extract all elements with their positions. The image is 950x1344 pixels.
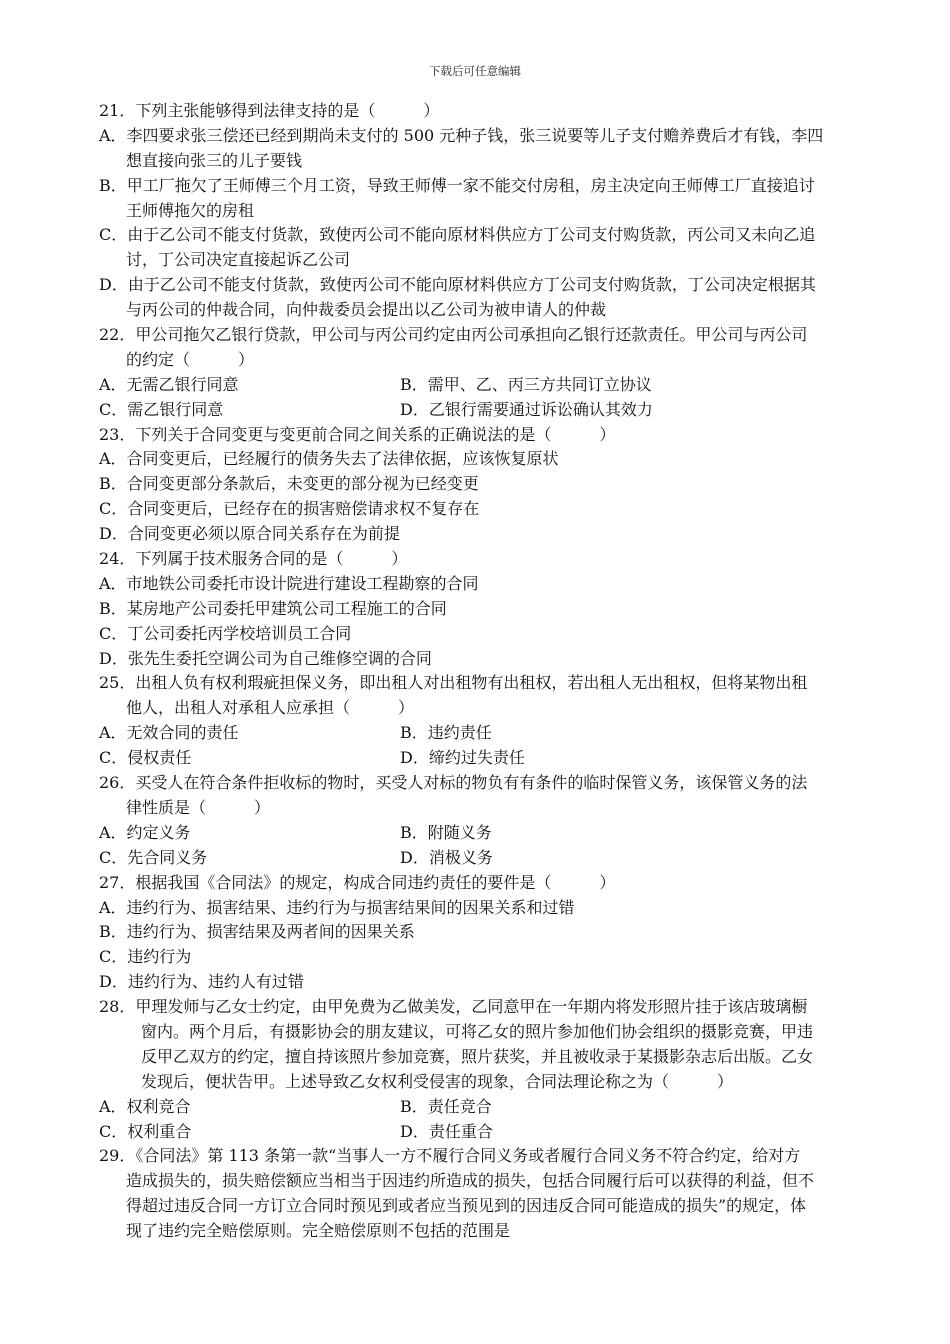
answer-option: C．侵权责任 — [99, 748, 192, 768]
answer-option: D．消极义务 — [400, 847, 493, 867]
answer-option-row — [99, 846, 851, 871]
question-stem-line: 律性质是（ ） — [126, 797, 271, 817]
question-stem-line: 27．根据我国《合同法》的规定，构成合同违约责任的要件是（ ） — [99, 872, 616, 892]
answer-option-row — [99, 398, 851, 423]
question-stem-line: 的约定（ ） — [126, 349, 255, 369]
question-block — [99, 671, 851, 771]
answer-option: B．甲工厂拖欠了王师傅三个月工资，导致王师傅一家不能交付房租，房主决定向王师傅工厂直接追讨 — [99, 175, 815, 195]
question-block — [99, 99, 851, 323]
answer-option: 王师傅拖欠的房租 — [126, 200, 255, 220]
answer-option: D．缔约过失责任 — [400, 748, 525, 768]
answer-option: A．约定义务 — [99, 822, 191, 842]
answer-option: C．由于乙公司不能支付货款，致使丙公司不能向原材料供应方丁公司支付购货款，丙公司又未向乙追 — [99, 225, 816, 245]
question-block — [99, 423, 851, 547]
answer-option: A．合同变更后，已经履行的债务失去了法律依据，应该恢复原状 — [99, 449, 559, 469]
answer-option: B．责任竞合 — [400, 1096, 492, 1116]
answer-option: D．违约行为、违约人有过错 — [99, 972, 304, 992]
question-stem-line: 28．甲理发师与乙女士约定，由甲免费为乙做美发，乙同意甲在一年期内将发形照片挂于该店玻璃橱 — [99, 997, 808, 1017]
answer-option: A．李四要求张三偿还已经到期尚未支付的 500 元种子钱，张三说要等儿子支付赡养费后才有钱，李四 — [99, 125, 824, 145]
question-stem-line: 造成损失的，损失赔偿额应当相当于因违约所造成的损失，包括合同履行后可以获得的利益，但不 — [126, 1171, 815, 1191]
question-block — [99, 871, 851, 995]
answer-option: A．无需乙银行同意 — [99, 374, 239, 394]
question-block — [99, 547, 851, 671]
question-block — [99, 995, 851, 1144]
question-stem-line: 23．下列关于合同变更与变更前合同之间关系的正确说法的是（ ） — [99, 424, 616, 444]
question-stem-line: 26．买受人在符合条件拒收标的物时，买受人对标的物负有有条件的临时保管义务，该保管义务的法 — [99, 773, 808, 793]
answer-option: A．权利竞合 — [99, 1096, 191, 1116]
question-stem-line: 反甲乙双方的约定，擅自持该照片参加竞赛，照片获奖，并且被收录于某摄影杂志后出版。乙女 — [141, 1046, 814, 1066]
answer-option: D．乙银行需要通过诉讼确认其效力 — [400, 399, 653, 419]
question-stem-line: 现了违约完全赔偿原则。完全赔偿原则不包括的范围是 — [126, 1221, 511, 1241]
answer-option: B．违约责任 — [400, 723, 492, 743]
question-stem-line: 25．出租人负有权利瑕疵担保义务，即出租人对出租物有出租权，若出租人无出租权，但将某物出租 — [99, 673, 808, 693]
answer-option: 与丙公司的仲裁合同，向仲裁委员会提出以乙公司为被申请人的仲裁 — [126, 300, 607, 320]
answer-option: D．责任重合 — [400, 1121, 493, 1141]
answer-option: 讨，丁公司决定直接起诉乙公司 — [126, 250, 351, 270]
question-list — [99, 99, 851, 1244]
question-block — [99, 771, 851, 871]
answer-option-row — [99, 821, 851, 846]
question-stem-line: 22．甲公司拖欠乙银行贷款，甲公司与丙公司约定由丙公司承担向乙银行还款责任。甲公司与丙公司 — [99, 325, 808, 345]
answer-option: C．先合同义务 — [99, 847, 208, 867]
answer-option: D．张先生委托空调公司为自己维修空调的合同 — [99, 648, 432, 668]
question-stem-line: 29．《合同法》第 113 条第一款“当事人一方不履行合同义务或者履行合同义务不符合约定，给对方 — [99, 1146, 801, 1166]
answer-option: A．违约行为、损害结果、违约行为与损害结果间的因果关系和过错 — [99, 897, 575, 917]
question-block — [99, 1144, 851, 1244]
answer-option-row — [99, 746, 851, 771]
answer-option: B．需甲、乙、丙三方共同订立协议 — [400, 374, 652, 394]
answer-option: A．市地铁公司委托市设计院进行建设工程勘察的合同 — [99, 573, 479, 593]
answer-option-row — [99, 721, 851, 746]
answer-option: C．合同变更后，已经存在的损害赔偿请求权不复存在 — [99, 499, 480, 519]
answer-option: B．合同变更部分条款后，未变更的部分视为已经变更 — [99, 474, 479, 494]
answer-option: 想直接向张三的儿子要钱 — [126, 150, 303, 170]
answer-option: C．需乙银行同意 — [99, 399, 224, 419]
question-stem-line: 24．下列属于技术服务合同的是（ ） — [99, 549, 408, 569]
page-header: 下载后可任意编辑 — [429, 64, 521, 78]
answer-option: A．无效合同的责任 — [99, 723, 239, 743]
question-stem-line: 他人，出租人对承租人应承担（ ） — [126, 698, 415, 718]
answer-option-row — [99, 1095, 851, 1120]
question-block — [99, 323, 851, 423]
question-stem-line: 得超过违反合同一方订立合同时预见到或者应当预见到的因违反合同可能造成的损失”的规定，体 — [126, 1196, 807, 1216]
answer-option: B．某房地产公司委托甲建筑公司工程施工的合同 — [99, 598, 447, 618]
answer-option: B．附随义务 — [400, 822, 492, 842]
question-stem-line: 21．下列主张能够得到法律支持的是（ ） — [99, 101, 440, 120]
answer-option: D．由于乙公司不能支付货款，致使丙公司不能向原材料供应方丁公司支付购货款，丁公司决定根据其 — [99, 275, 816, 295]
answer-option: C．丁公司委托丙学校培训员工合同 — [99, 623, 352, 643]
answer-option: C．违约行为 — [99, 947, 192, 967]
answer-option: C．权利重合 — [99, 1121, 192, 1141]
question-stem-line: 窗内。两个月后，有摄影协会的朋友建议，可将乙女的照片参加他们协会组织的摄影竞赛，甲违 — [141, 1021, 814, 1041]
answer-option-row — [99, 373, 851, 398]
answer-option-row — [99, 1120, 851, 1145]
answer-option: D．合同变更必须以原合同关系存在为前提 — [99, 524, 400, 544]
answer-option: B．违约行为、损害结果及两者间的因果关系 — [99, 922, 415, 942]
question-stem-line: 发现后，便状告甲。上述导致乙女权利受侵害的现象，合同法理论称之为（ ） — [141, 1071, 734, 1091]
